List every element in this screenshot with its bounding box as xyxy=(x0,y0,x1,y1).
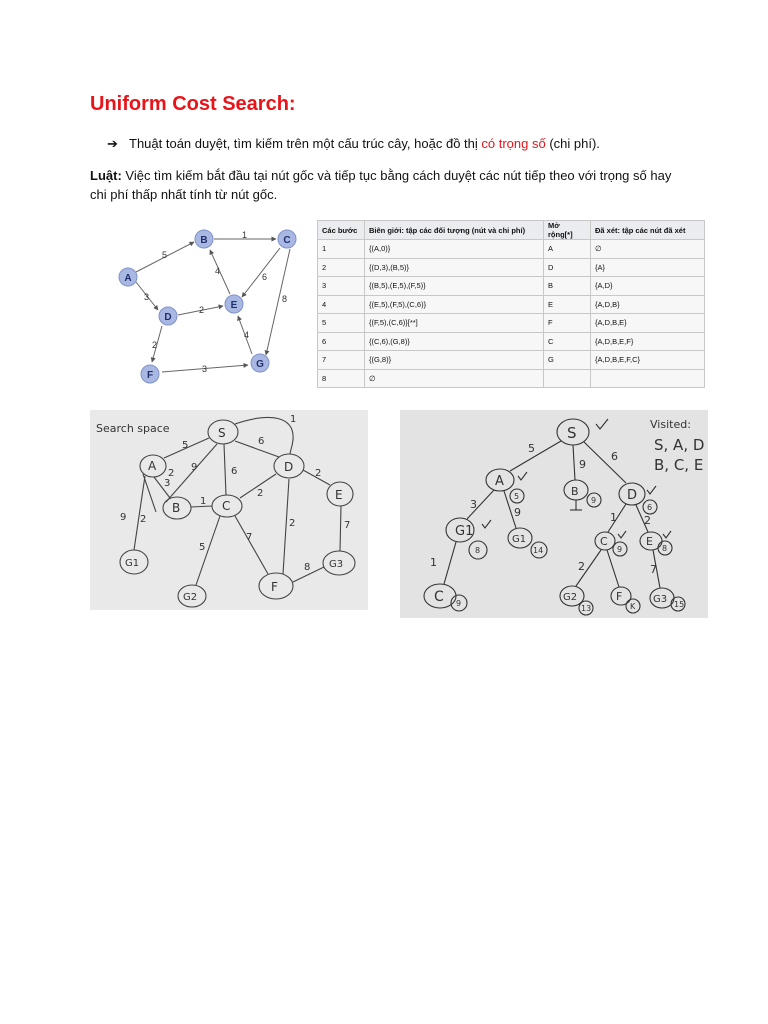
wb2-cost: 8 xyxy=(475,546,481,555)
table-row xyxy=(318,314,705,333)
edge-label: 1 xyxy=(242,230,248,240)
graph-node-label: E xyxy=(230,300,238,311)
graph-node-label: A xyxy=(124,273,132,284)
table-row xyxy=(318,258,705,277)
wb2-node-label: C xyxy=(434,589,444,605)
wb1-weight: 2 xyxy=(168,468,175,479)
wb2-cost: 15 xyxy=(674,600,685,609)
wb2-weight: 6 xyxy=(611,450,618,463)
table-cell: {A,D,B} xyxy=(591,295,705,314)
table-cell: E xyxy=(544,295,591,314)
edge-label: 8 xyxy=(282,294,288,304)
table-header-row xyxy=(318,221,705,240)
wb1-weight: 2 xyxy=(257,488,264,499)
wb1-weight: 1 xyxy=(290,414,297,425)
table-row xyxy=(318,332,705,351)
page-title: Uniform Cost Search: xyxy=(90,93,296,115)
table-cell: ∅ xyxy=(591,240,705,259)
graph-node-label: D xyxy=(164,312,172,323)
wb1-node-label: E xyxy=(335,488,343,502)
whiteboard-search-space-photo xyxy=(90,410,368,610)
visited-list-line2: B, C, E xyxy=(654,456,704,474)
table-row xyxy=(318,277,705,296)
wb1-node-label: G2 xyxy=(183,592,198,603)
table-cell: {(D,3),(B,5)} xyxy=(365,258,544,277)
table-cell: {A,D,B,E} xyxy=(591,314,705,333)
table-cell: 6 xyxy=(318,332,365,351)
wb1-node-label: C xyxy=(222,499,231,513)
wb2-weight: 5 xyxy=(528,442,535,455)
table-cell: 7 xyxy=(318,351,365,370)
whiteboard-search-tree-drawing xyxy=(400,410,708,618)
wb2-cost: 9 xyxy=(617,545,623,554)
wb1-node-label: A xyxy=(148,459,157,473)
wb2-weight: 9 xyxy=(514,506,521,519)
table-cell: A xyxy=(544,240,591,259)
table-cell: {A,D} xyxy=(591,277,705,296)
edge-label: 2 xyxy=(199,305,205,315)
edge-label: 6 xyxy=(262,272,268,282)
wb2-cost: 14 xyxy=(533,546,544,555)
table-cell: {(B,5),(E,5),(F,5)} xyxy=(365,277,544,296)
wb1-weight: 8 xyxy=(304,562,311,573)
column-header: Các bước xyxy=(318,221,365,240)
column-header: Đã xét: tập các nút đã xét xyxy=(591,221,705,240)
edge-label: 4 xyxy=(215,266,221,276)
wb2-node-label: G1 xyxy=(512,534,527,545)
edge-C-E xyxy=(242,248,280,297)
table-cell xyxy=(591,369,705,388)
table-cell: 5 xyxy=(318,314,365,333)
wb2-cost: 8 xyxy=(662,544,668,553)
wb2-cost: 6 xyxy=(647,503,653,512)
wb2-node-label: G2 xyxy=(563,592,578,603)
table-cell: B xyxy=(544,277,591,296)
edge-label: 3 xyxy=(144,292,150,302)
column-header: Mở rộng[*] xyxy=(544,221,591,240)
wb2-node-label: B xyxy=(571,485,579,498)
wb2-weight: 1 xyxy=(430,556,437,569)
wb2-node-label: A xyxy=(495,474,504,489)
table-cell: ∅ xyxy=(365,369,544,388)
table-cell: 8 xyxy=(318,369,365,388)
wb2-node-label: E xyxy=(646,535,653,548)
column-header: Biên giới: tập các đối tượng (nút và chi phí) xyxy=(365,221,544,240)
wb2-weight: 9 xyxy=(579,458,586,471)
wb2-node-label: C xyxy=(600,535,608,548)
table-row xyxy=(318,369,705,388)
visited-label: Visited: xyxy=(650,418,691,431)
table-cell: D xyxy=(544,258,591,277)
whiteboard-caption: Search space xyxy=(96,422,170,435)
table-cell: {(E,5),(F,5),(C,6)} xyxy=(365,295,544,314)
table-cell: 3 xyxy=(318,277,365,296)
table-row xyxy=(318,351,705,370)
wb2-cost: 9 xyxy=(456,599,462,608)
graph-node-label: C xyxy=(283,235,291,246)
weighted-graph-figure xyxy=(112,220,312,390)
bullet-item xyxy=(107,136,600,152)
wb1-node-label: G3 xyxy=(329,559,344,570)
wb1-node-label: F xyxy=(271,580,278,594)
graph-node-label: B xyxy=(200,235,208,246)
wb2-weight: 2 xyxy=(578,560,585,573)
wb2-cost: K xyxy=(630,602,636,611)
wb1-node-label: D xyxy=(284,460,294,474)
wb2-node-label: G3 xyxy=(653,594,668,605)
wb1-node-label: G1 xyxy=(125,558,140,569)
wb1-weight: 7 xyxy=(246,532,253,543)
wb2-node-label: G1 xyxy=(455,524,474,539)
wb1-weight: 9 xyxy=(120,512,127,523)
table-cell: F xyxy=(544,314,591,333)
wb1-weight: 5 xyxy=(199,542,206,553)
wb2-node-label: D xyxy=(627,488,638,503)
table-cell: {(C,6),(G,8)} xyxy=(365,332,544,351)
table-cell: 4 xyxy=(318,295,365,314)
graph-node-label: G xyxy=(256,359,264,370)
wb1-weight: 2 xyxy=(315,468,322,479)
table-cell: {(F,5),(C,6)}[**] xyxy=(365,314,544,333)
edge-label: 5 xyxy=(162,250,168,260)
bullet-text-before: Thuật toán duyệt, tìm kiếm trên một cấu trúc cây, hoặc đồ thị xyxy=(129,136,482,151)
wb1-node-label: B xyxy=(172,501,181,515)
wb1-weight: 7 xyxy=(344,520,351,531)
edge-label: 2 xyxy=(152,340,158,350)
bullet-highlight: có trọng số xyxy=(481,136,546,151)
graph-node-label: F xyxy=(146,370,154,381)
wb1-weight: 3 xyxy=(164,478,171,489)
table-cell xyxy=(544,369,591,388)
table-cell: 1 xyxy=(318,240,365,259)
bullet-text-after: (chi phí). xyxy=(545,136,600,151)
wb2-cost: 13 xyxy=(581,604,592,613)
whiteboard-search-space-drawing xyxy=(90,410,368,610)
table-cell: C xyxy=(544,332,591,351)
wb2-node-label: F xyxy=(616,590,623,603)
wb1-weight: 9 xyxy=(191,462,198,473)
rule-text: Việc tìm kiếm bắt đầu tại nút gốc và tiếp tục bằng cách duyệt các nút tiếp theo với trọng số hay chi phí thấp nhất tính từ nút gốc. xyxy=(90,168,672,202)
wb2-weight: 3 xyxy=(470,498,477,511)
wb1-weight: 5 xyxy=(182,440,189,451)
table-cell: G xyxy=(544,351,591,370)
table-row xyxy=(318,295,705,314)
wb1-weight: 1 xyxy=(200,496,207,507)
wb2-weight: 1 xyxy=(610,511,617,524)
table-cell: 2 xyxy=(318,258,365,277)
arrow-icon: ➔ xyxy=(107,136,118,151)
wb1-node-label: S xyxy=(218,426,226,440)
wb2-cost: 5 xyxy=(514,492,520,501)
visited-list-line1: S, A, D xyxy=(654,436,705,454)
wb2-weight: 7 xyxy=(650,563,657,576)
wb1-weight: 6 xyxy=(258,436,265,447)
wb1-weight: 6 xyxy=(231,466,238,477)
wb1-weight: 2 xyxy=(289,518,296,529)
table-cell: {(G,8)} xyxy=(365,351,544,370)
table-row xyxy=(318,240,705,259)
ucs-steps-table xyxy=(317,220,705,388)
table-cell: {A} xyxy=(591,258,705,277)
wb2-cost: 9 xyxy=(591,496,597,505)
edge-label: 4 xyxy=(244,330,250,340)
table-cell: {A,D,B,E,F,C} xyxy=(591,351,705,370)
wb2-weight: 2 xyxy=(644,514,651,527)
table-cell: {A,D,B,E,F} xyxy=(591,332,705,351)
rule-paragraph xyxy=(90,166,680,204)
edge-label: 3 xyxy=(202,364,208,374)
whiteboard-search-tree-photo xyxy=(400,410,708,618)
wb2-node-label: S xyxy=(567,424,577,442)
rule-label: Luật: xyxy=(90,168,122,183)
wb1-weight: 2 xyxy=(140,514,147,525)
table-cell: {(A,0)} xyxy=(365,240,544,259)
